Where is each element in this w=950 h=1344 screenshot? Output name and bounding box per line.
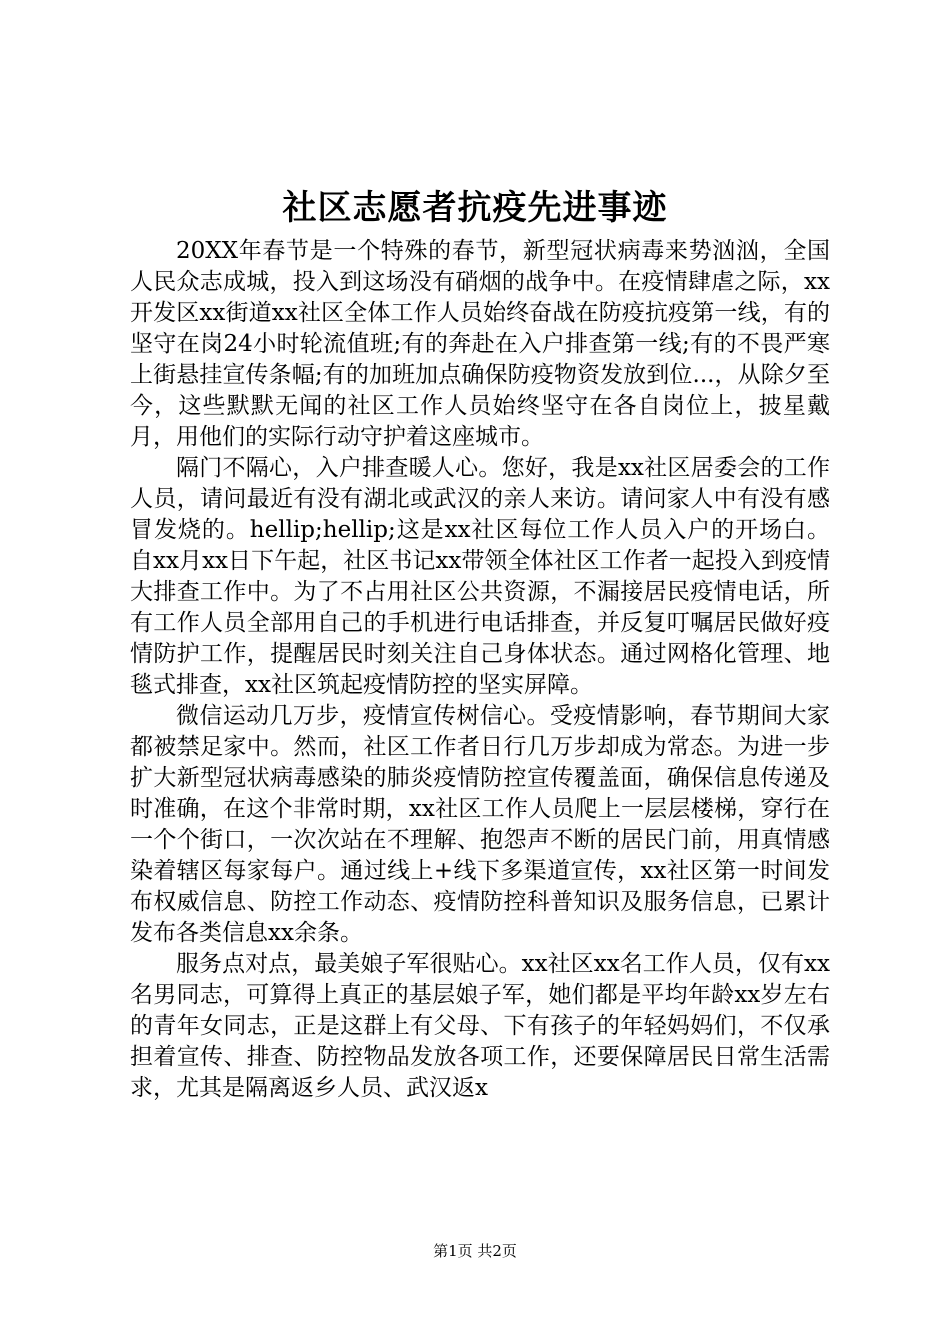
paragraph-4: 服务点对点，最美娘子军很贴心。xx社区xx名工作人员，仅有xx名男同志，可算得上真正的基层娘子军，她们都是平均年龄xx岁左右的青年女同志，正是这群上有父母、下有孩子的年轻妈妈们，不仅承担着宣传、排查、防控物品发放各项工作，还要保障居民日常生活需求，尤其是隔离返乡人员、武汉返x	[130, 951, 830, 1101]
paragraph-1: 20XX年春节是一个特殊的春节，新型冠状病毒来势汹汹，全国人民众志成城，投入到这场没有硝烟的战争中。在疫情肆虐之际，xx开发区xx街道xx社区全体工作人员始终奋战在防疫抗疫第一线，有的坚守在岗24小时轮流值班;有的奔赴在入户排查第一线;有的不畏严寒上街悬挂宣传条幅;有的加班加点确保防疫物资发放到位...，从除夕至今，这些默默无闻的社区工作人员始终坚守在各自岗位上，披星戴月，用他们的实际行动守护着这座城市。	[130, 238, 830, 450]
document-body	[130, 236, 830, 1104]
paragraph-3: 微信运动几万步，疫情宣传树信心。受疫情影响，春节期间大家都被禁足家中。然而，社区工作者日行几万步却成为常态。为进一步扩大新型冠状病毒感染的肺炎疫情防控宣传覆盖面，确保信息传递及时准确，在这个非常时期，xx社区工作人员爬上一层层楼梯，穿行在一个个街口，一次次站在不理解、抱怨声不断的居民门前，用真情感染着辖区每家每户。通过线上+线下多渠道宣传，xx社区第一时间发布权威信息、防控工作动态、疫情防控科普知识及服务信息，已累计发布各类信息xx余条。	[130, 703, 830, 946]
document-title: 社区志愿者抗疫先进事迹	[282, 188, 668, 228]
page-number-footer: 第1页 共2页	[433, 1242, 517, 1260]
paragraph-2: 隔门不隔心，入户排查暖人心。您好，我是xx社区居委会的工作人员，请问最近有没有湖北或武汉的亲人来访。请问家人中有没有感冒发烧的。hellip;hellip;这是xx社区每位工作人员入户的开场白。自xx月xx日下午起，社区书记xx带领全体社区工作者一起投入到疫情大排查工作中。为了不占用社区公共资源，不漏接居民疫情电话，所有工作人员全部用自己的手机进行电话排查，并反复叮嘱居民做好疫情防护工作，提醒居民时刻关注自己身体状态。通过网格化管理、地毯式排查，xx社区筑起疫情防控的坚实屏障。	[130, 455, 830, 698]
